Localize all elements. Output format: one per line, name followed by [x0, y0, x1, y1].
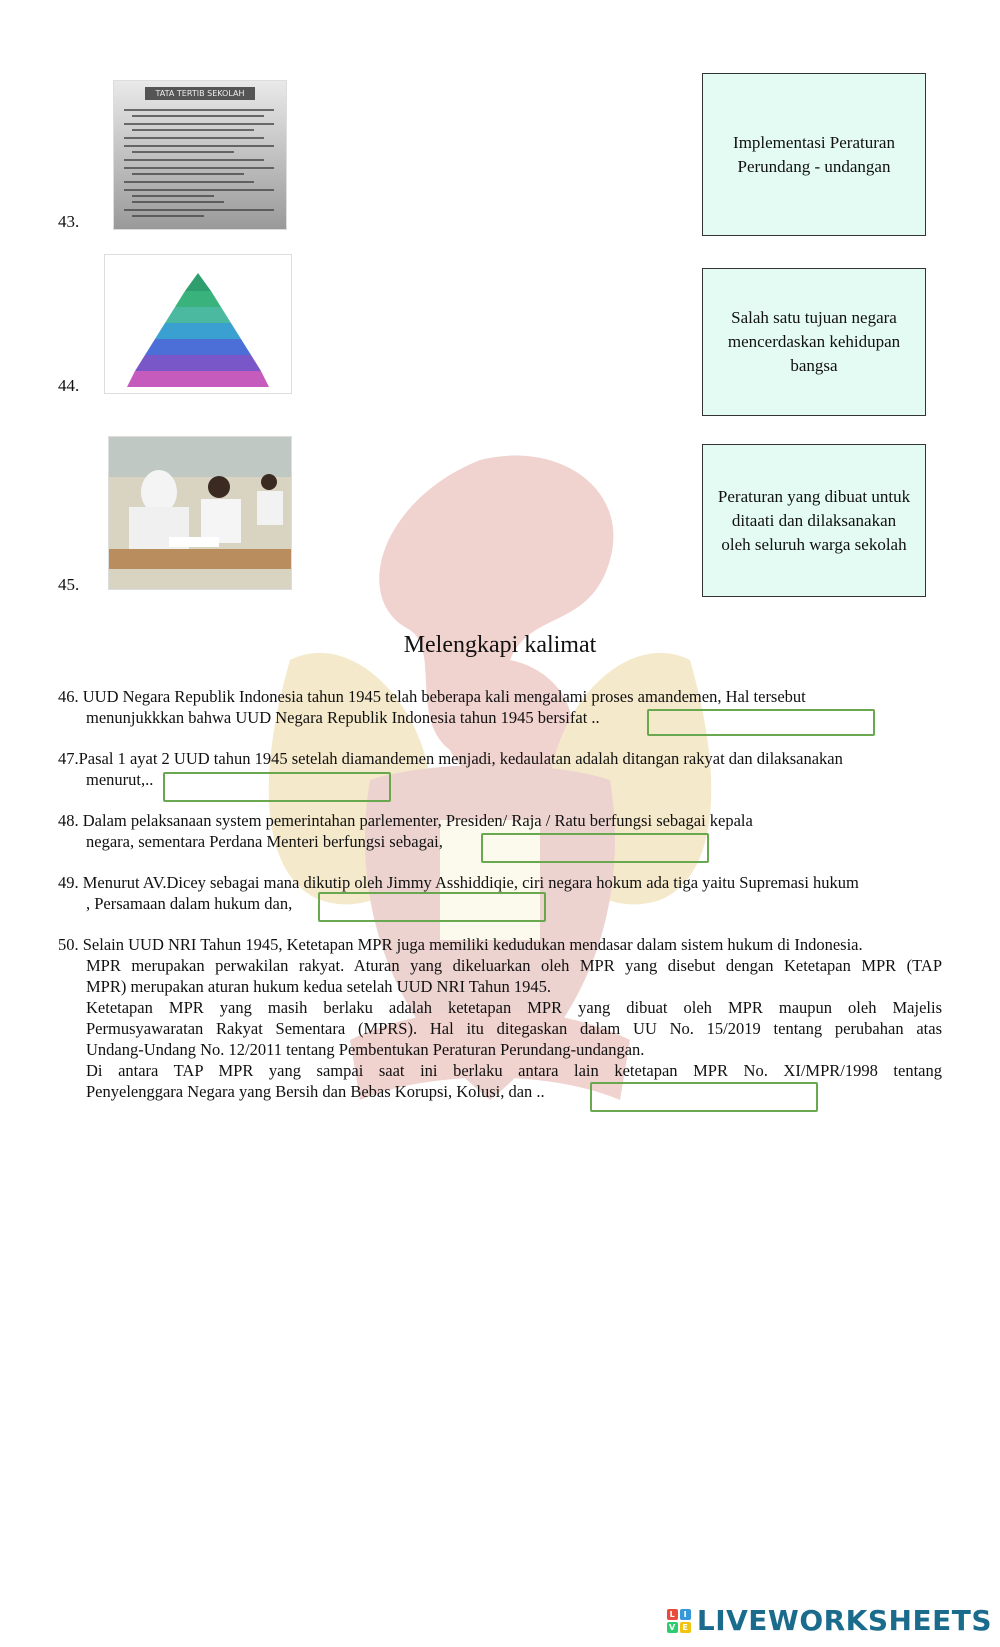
hierarchy-pyramid-icon: [105, 255, 291, 393]
q50-line2: MPR merupakan perwakilan rakyat. Aturan yang dikeluarkan oleh MPR yang disebut dengan Ketetapan MPR (TAP: [86, 956, 942, 975]
q50-line1: 50. Selain UUD NRI Tahun 1945, Ketetapan MPR juga memiliki kedudukan mendasar dalam sistem hukum di Indonesia.: [58, 935, 863, 954]
q50-line7: Di antara TAP MPR yang sampai saat ini berlaku antara lain ketetapan MPR No. XI/MPR/1998 tentang: [86, 1061, 942, 1080]
q46-line2: menunjukkkan bahwa UUD Negara Republik Indonesia tahun 1945 bersifat ..: [86, 708, 600, 727]
item-number-45: 45.: [58, 575, 80, 594]
students-photo-icon: [109, 437, 291, 589]
liveworksheets-logo[interactable]: [667, 1604, 992, 1637]
logo-tile-e: E: [680, 1622, 691, 1633]
logo-tile-v: V: [667, 1622, 678, 1633]
q50-line5: Permusyawaratan Rakyat Sementara (MPRS). Hal itu ditegaskan dalam UU No. 15/2019 tentang perubahan atas: [86, 1019, 942, 1038]
q47-line1: 47.Pasal 1 ayat 2 UUD tahun 1945 setelah diamandemen menjadi, kedaulatan adalah ditangan rakyat dan dilaksanakan: [58, 749, 843, 768]
school-rules-image[interactable]: [113, 80, 287, 230]
q50-line3: MPR) merupakan aturan hukum kedua setelah UUD NRI Tahun 1945.: [86, 977, 552, 996]
q47-line2: menurut,..: [86, 770, 154, 789]
item-number-43: 43.: [58, 212, 80, 231]
q48-line2: negara, sementara Perdana Menteri berfungsi sebagai,: [86, 832, 443, 851]
logo-tile-i: I: [680, 1609, 691, 1620]
answer-input-48[interactable]: [481, 833, 709, 863]
answer-input-50[interactable]: [590, 1082, 818, 1112]
q50-line6: Undang-Undang No. 12/2011 tentang Pembentukan Peraturan Perundang-undangan.: [86, 1040, 645, 1059]
school-rules-title: TATA TERTIB SEKOLAH: [145, 87, 255, 100]
liveworksheets-logo-text: LIVEWORKSHEETS: [696, 1604, 992, 1637]
question-50: [58, 934, 942, 1102]
answer-input-47[interactable]: [163, 772, 391, 802]
answer-box-3[interactable]: Peraturan yang dibuat untuk ditaati dan dilaksanakan oleh seluruh warga sekolah: [702, 444, 926, 597]
liveworksheets-logo-icon: [667, 1609, 691, 1633]
section-title: Melengkapi kalimat: [403, 632, 597, 658]
answer-box-1[interactable]: Implementasi Peraturan Perundang - undangan: [702, 73, 926, 236]
q50-line4: Ketetapan MPR yang masih berlaku adalah ketetapan MPR yang dibuat oleh MPR maupun oleh Majelis: [86, 998, 942, 1017]
q46-line1: 46. UUD Negara Republik Indonesia tahun 1945 telah beberapa kali mengalami proses amandemen, Hal tersebut: [58, 687, 806, 706]
answer-input-46[interactable]: [647, 709, 875, 736]
q49-line2: , Persamaan dalam hukum dan,: [86, 894, 293, 913]
q49-line1: 49. Menurut AV.Dicey sebagai mana dikutip oleh Jimmy Asshiddiqie, ciri negara hokum ada tiga yaitu Supremasi hukum: [58, 873, 859, 892]
q50-line8: Penyelenggara Negara yang Bersih dan Bebas Korupsi, Kolusi, dan ..: [86, 1082, 545, 1101]
logo-tile-l: L: [667, 1609, 678, 1620]
answer-input-49[interactable]: [318, 892, 546, 922]
answer-box-2[interactable]: Salah satu tujuan negara mencerdaskan kehidupan bangsa: [702, 268, 926, 416]
q48-line1: 48. Dalam pelaksanaan system pemerintahan parlementer, Presiden/ Raja / Ratu berfungsi sebagai kepala: [58, 811, 753, 830]
pyramid-image[interactable]: [104, 254, 292, 394]
students-classroom-image[interactable]: [108, 436, 292, 590]
rules-text-lines: [114, 100, 286, 226]
item-number-44: 44.: [58, 376, 80, 395]
